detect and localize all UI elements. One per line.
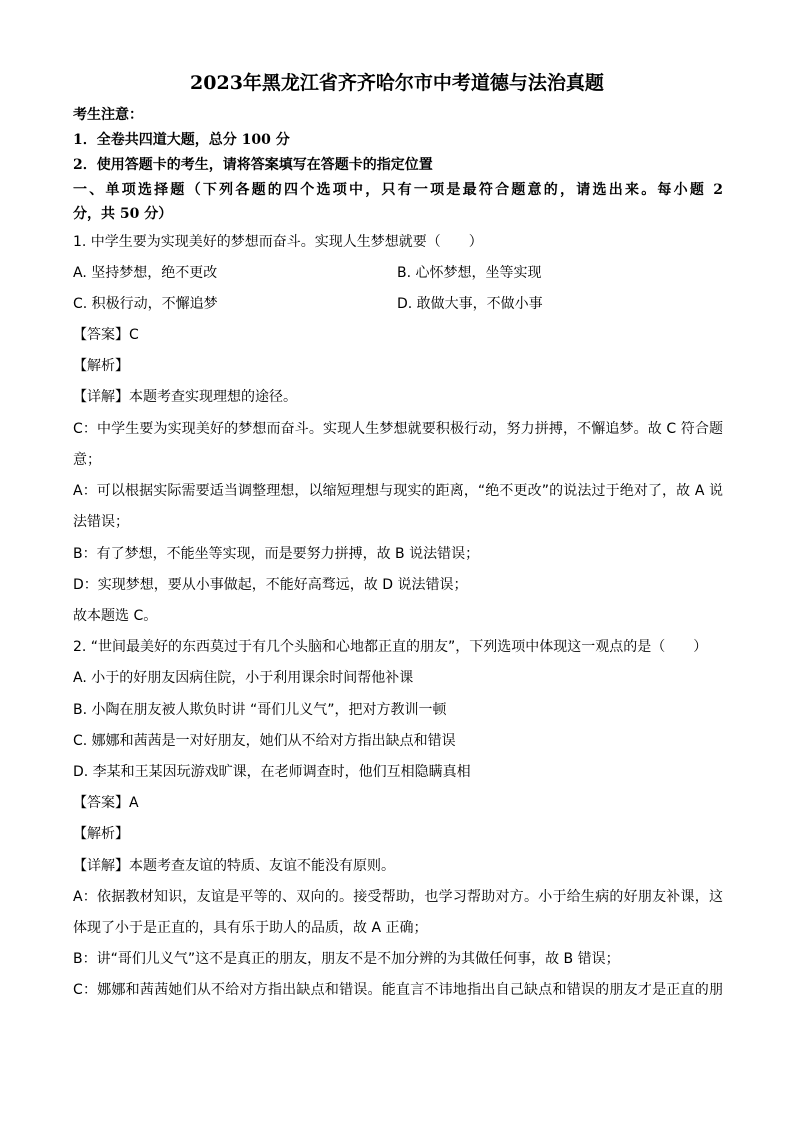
question-2-explanation-line: A：依据教材知识，友谊是平等的、双向的。接受帮助，也学习帮助对方。小于给生病的好朋友补课，这 xyxy=(73,889,723,905)
notice-item: 1．全卷共四道大题，总分 100 分 xyxy=(73,132,290,148)
question-1-explanation-line: B：有了梦想，不能坐等实现，而是要努力拼搏，故 B 说法错误； xyxy=(73,546,480,562)
question-2-option-a: A. 小于的好朋友因病住院，小于利用课余时间帮他补课 xyxy=(73,670,414,686)
question-1-explanation-line: C：中学生要为实现美好的梦想而奋斗。实现人生梦想就要积极行动，努力拼搏，不懈追梦。故 C 符合题 xyxy=(73,421,723,437)
question-1-stem: 1. 中学生要为实现美好的梦想而奋斗。实现人生梦想就要（ ） xyxy=(73,234,483,250)
question-2-analysis: 【解析】 xyxy=(73,826,129,842)
question-1-detail: 【详解】本题考查实现理想的途径。 xyxy=(73,389,297,405)
question-2-explanation-line: 体现了小于是正直的，具有乐于助人的品质，故 A 正确； xyxy=(73,920,428,936)
question-1-explanation-line: 法错误； xyxy=(73,514,129,530)
question-1-answer: 【答案】C xyxy=(73,327,139,343)
question-2-option-c: C. 娜娜和茜茜是一对好朋友，她们从不给对方指出缺点和错误 xyxy=(73,733,456,749)
question-1-explanation-line: 意； xyxy=(73,452,101,468)
section-heading-cont: 分，共 50 分） xyxy=(73,206,173,222)
question-2-stem: 2. “世间最美好的东西莫过于有几个头脑和心地都正直的朋友”，下列选项中体现这一观点的是（ ） xyxy=(73,639,708,655)
notice-heading: 考生注意： xyxy=(73,107,143,123)
question-2-option-b: B. 小陶在朋友被人欺负时讲 “哥们儿义气”，把对方教训一顿 xyxy=(73,702,447,718)
question-2-explanation-line: C：娜娜和茜茜她们从不给对方指出缺点和错误。能直言不讳地指出自己缺点和错误的朋友才是正直的朋 xyxy=(73,982,723,998)
question-1-analysis: 【解析】 xyxy=(73,358,129,374)
section-heading: 一、单项选择题（下列各题的四个选项中，只有一项是最符合题意的，请选出来。每小题 2 xyxy=(73,182,723,198)
question-1-option-a: A. 坚持梦想，绝不更改 xyxy=(73,265,218,281)
question-1-conclusion: 故本题选 C。 xyxy=(73,608,158,624)
question-1-option-d: D. 敢做大事，不做小事 xyxy=(397,296,543,312)
question-2-answer: 【答案】A xyxy=(73,795,139,811)
question-2-detail: 【详解】本题考查友谊的特质、友谊不能没有原则。 xyxy=(73,858,395,874)
question-1-explanation-line: D：实现梦想，要从小事做起，不能好高骛远，故 D 说法错误； xyxy=(73,577,468,593)
question-1-option-b: B. 心怀梦想，坐等实现 xyxy=(397,265,542,281)
question-1-explanation-line: A：可以根据实际需要适当调整理想，以缩短理想与现实的距离，“绝不更改”的说法过于绝对了，故 A 说 xyxy=(73,483,723,499)
question-1-option-c: C. 积极行动，不懈追梦 xyxy=(73,296,218,312)
question-2-explanation-line: B：讲“哥们儿义气”这不是真正的朋友，朋友不是不加分辨的为其做任何事，故 B 错误； xyxy=(73,951,620,967)
page-title: 2023年黑龙江省齐齐哈尔市中考道德与法治真题 xyxy=(190,72,604,94)
question-2-option-d: D. 李某和王某因玩游戏旷课，在老师调查时，他们互相隐瞒真相 xyxy=(73,764,471,780)
notice-item: 2．使用答题卡的考生，请将答案填写在答题卡的指定位置 xyxy=(73,157,433,173)
